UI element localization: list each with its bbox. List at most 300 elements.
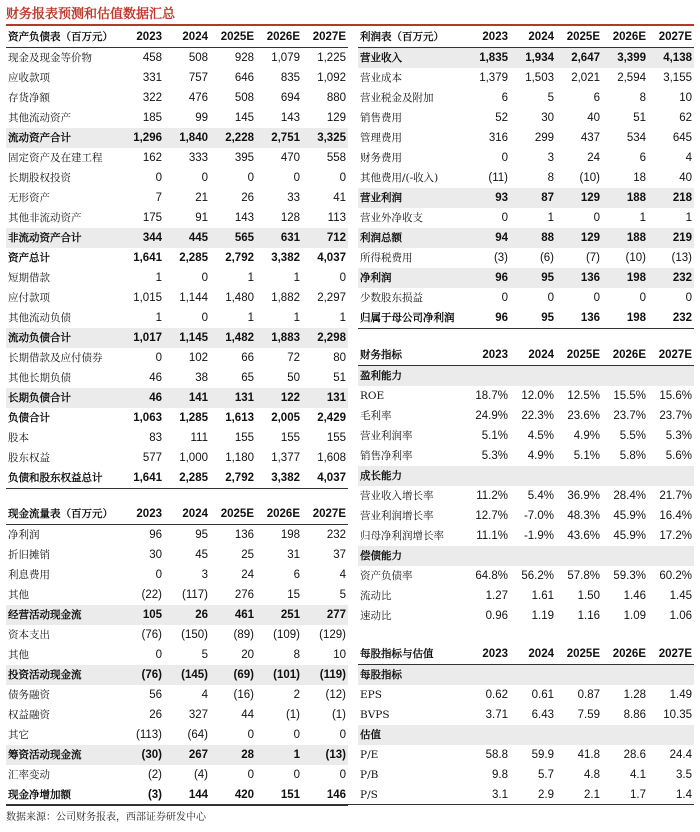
cell-value: 0 — [593, 292, 600, 304]
cell-value: 2,285 — [164, 468, 210, 489]
cell-value: 4.1 — [630, 769, 646, 781]
financial-indicators-panel — [358, 345, 694, 626]
cell-value: 3,155 — [663, 72, 692, 84]
cell-value: 10 — [333, 649, 346, 661]
cell-value: 0 — [201, 312, 208, 324]
cell-value: -1.9% — [523, 530, 554, 542]
cell-value: 105 — [118, 605, 164, 625]
cell-value: 4 — [201, 689, 208, 701]
row-label: 长期股权投资 — [8, 172, 71, 184]
cell-value: 146 — [302, 785, 348, 806]
column-header: 2026E — [602, 644, 648, 665]
cell-value: 38 — [195, 372, 208, 384]
cell-value: 4.5% — [527, 430, 554, 442]
row-label: 负债和股东权益总计 — [6, 468, 118, 489]
cell-value: 0.96 — [485, 610, 508, 622]
row-label: 长期负债合计 — [6, 388, 118, 408]
row-label: 投资活动现金流 — [6, 665, 118, 685]
cell-value: 30 — [541, 112, 554, 124]
table-row — [358, 665, 694, 686]
balance-sheet-panel — [6, 27, 348, 489]
cell-value: 198 — [602, 268, 648, 288]
table-row — [6, 605, 348, 625]
table-row — [6, 168, 348, 188]
cell-value: (145) — [164, 665, 210, 685]
cell-value: 0 — [339, 769, 346, 781]
row-label: ROE — [360, 390, 385, 402]
cell-value: 327 — [188, 709, 208, 721]
table-row — [6, 785, 348, 806]
cell-value: 470 — [280, 152, 300, 164]
cell-value: 1.27 — [485, 590, 508, 602]
cell-value: 1,063 — [133, 412, 162, 424]
cell-value: 0 — [293, 729, 300, 741]
cell-value: 10 — [679, 92, 692, 104]
table-row — [6, 228, 348, 248]
cell-value: 2,005 — [271, 412, 300, 424]
cell-value: 2.1 — [584, 789, 600, 801]
cell-value: 276 — [234, 589, 254, 601]
cell-value: 267 — [164, 745, 210, 765]
cell-value: 28.4% — [613, 490, 646, 502]
cell-value: 2,594 — [617, 72, 646, 84]
cell-value: 28.6 — [623, 749, 646, 761]
table-row — [358, 366, 694, 387]
row-label: 所得税费用 — [360, 252, 413, 264]
row-label: 筹资活动现金流 — [6, 745, 118, 765]
cell-value: 0 — [685, 292, 692, 304]
column-header: 2025E — [210, 27, 256, 48]
table-title: 现金流量表（百万元） — [6, 504, 118, 525]
cell-value: 1 — [247, 312, 254, 324]
cell-value: 5.7 — [538, 769, 554, 781]
cell-value: 0 — [155, 352, 162, 364]
table-row — [6, 88, 348, 108]
cell-value: 20 — [241, 649, 254, 661]
cell-value: 4,037 — [302, 468, 348, 489]
cell-value: 5.1% — [481, 430, 508, 442]
table-header-row — [6, 504, 348, 525]
table-row — [6, 685, 348, 705]
cell-value: 646 — [234, 72, 254, 84]
cell-value: 2,297 — [317, 292, 346, 304]
cell-value: 45 — [195, 549, 208, 561]
cell-value: 102 — [188, 352, 208, 364]
cell-value: 0 — [247, 729, 254, 741]
row-label: 其他流动负债 — [8, 312, 71, 324]
cell-value: 3.5 — [676, 769, 692, 781]
cell-value: 4.9% — [573, 430, 600, 442]
cell-value: 1 — [685, 212, 692, 224]
table-row — [358, 188, 694, 208]
table-row — [6, 148, 348, 168]
column-header: 2024 — [164, 27, 210, 48]
row-label: 固定资产及在建工程 — [8, 152, 103, 164]
table-header-row — [358, 345, 694, 366]
cell-value: 30 — [149, 549, 162, 561]
table-row — [6, 705, 348, 725]
cell-value: 1,379 — [479, 72, 508, 84]
cell-value: 476 — [188, 92, 208, 104]
cell-value: 0 — [501, 212, 508, 224]
row-label: 其他 — [8, 649, 29, 661]
table-row — [358, 765, 694, 785]
cell-value: 0 — [339, 729, 346, 741]
cell-value: 8 — [639, 92, 646, 104]
cell-value: 33 — [287, 192, 300, 204]
cell-value: 40 — [587, 112, 600, 124]
row-label: P/B — [360, 769, 379, 781]
cell-value: 8 — [547, 172, 554, 184]
row-label: 净利润 — [358, 268, 464, 288]
cell-value: 185 — [142, 112, 162, 124]
column-header: 2027E — [648, 27, 694, 48]
cell-value: 96 — [149, 529, 162, 541]
cell-value: 534 — [626, 132, 646, 144]
cell-value: 0 — [593, 212, 600, 224]
table-row — [6, 625, 348, 645]
table-row — [358, 128, 694, 148]
cell-value: 1.19 — [531, 610, 554, 622]
cell-value: (7) — [585, 252, 600, 264]
cell-value — [464, 725, 510, 745]
cell-value: 1 — [256, 745, 302, 765]
row-label: 短期借款 — [8, 272, 50, 284]
column-header: 2024 — [510, 27, 556, 48]
row-label: 销售净利率 — [360, 450, 413, 462]
row-label: 营业利润率 — [360, 430, 413, 442]
table-title: 每股指标与估值 — [358, 644, 464, 665]
cell-value: 51 — [333, 372, 346, 384]
cell-value: 131 — [210, 388, 256, 408]
table-row — [6, 288, 348, 308]
column-header: 2026E — [602, 345, 648, 366]
cell-value: 4 — [685, 152, 692, 164]
cell-value: 232 — [648, 308, 694, 329]
cell-value: 1,480 — [225, 292, 254, 304]
cell-value: 95 — [510, 268, 556, 288]
cell-value — [648, 665, 694, 686]
table-row — [358, 248, 694, 268]
cell-value: 5 — [547, 92, 554, 104]
cell-value: 1 — [155, 272, 162, 284]
row-label: P/S — [360, 789, 378, 801]
row-label: 资产负债率 — [360, 570, 413, 582]
cell-value: 3,325 — [302, 128, 348, 148]
cell-value: 3.71 — [485, 709, 508, 721]
cell-value: (2) — [147, 769, 162, 781]
cell-value: 1,641 — [133, 252, 162, 264]
cell-value: 96 — [464, 308, 510, 329]
cell-value: 22.3% — [521, 410, 554, 422]
row-label: 利润总额 — [358, 228, 464, 248]
cell-value: 2,751 — [256, 128, 302, 148]
cell-value: 1,015 — [133, 292, 162, 304]
footer-divider — [6, 804, 694, 805]
table-row — [358, 268, 694, 288]
table-row — [358, 406, 694, 426]
table-row — [358, 386, 694, 406]
cell-value: 5.4% — [527, 490, 554, 502]
row-label: 归母净利润增长率 — [360, 530, 444, 542]
cell-value: 1.50 — [577, 590, 600, 602]
table-row — [6, 545, 348, 565]
row-label: 存货净额 — [8, 92, 50, 104]
cell-value: 155 — [280, 432, 300, 444]
cell-value: 1,835 — [464, 48, 510, 69]
table-row — [358, 308, 694, 329]
cell-value: 1,482 — [210, 328, 256, 348]
cell-value: 83 — [149, 432, 162, 444]
cell-value: 577 — [142, 452, 162, 464]
column-header: 2025E — [556, 345, 602, 366]
cell-value: 6.43 — [531, 709, 554, 721]
table-row — [358, 446, 694, 466]
row-label: 其它 — [8, 729, 29, 741]
cell-value: 72 — [287, 352, 300, 364]
cell-value: 23.7% — [659, 410, 692, 422]
cell-value: 2,021 — [571, 72, 600, 84]
cell-value: 4,037 — [317, 252, 346, 264]
table-row — [358, 506, 694, 526]
cell-value — [602, 466, 648, 486]
cell-value: 631 — [256, 228, 302, 248]
cell-value: 331 — [142, 72, 162, 84]
cell-value — [556, 366, 602, 387]
row-label: 应付款项 — [8, 292, 50, 304]
cell-value: (64) — [187, 729, 208, 741]
table-row — [6, 248, 348, 268]
cell-value: 51 — [633, 112, 646, 124]
cell-value: 0 — [547, 292, 554, 304]
cell-value: 129 — [556, 228, 602, 248]
cell-value: 0 — [501, 292, 508, 304]
cell-value: 5.3% — [665, 430, 692, 442]
cell-value: (13) — [302, 745, 348, 765]
table-row — [6, 525, 348, 546]
table-row — [6, 368, 348, 388]
cell-value: 6 — [639, 152, 646, 164]
table-row — [358, 228, 694, 248]
cell-value: 461 — [210, 605, 256, 625]
column-header: 2025E — [556, 27, 602, 48]
cell-value: 1.06 — [669, 610, 692, 622]
cell-value: 344 — [118, 228, 164, 248]
column-header: 2024 — [510, 345, 556, 366]
cell-value: 5 — [339, 589, 346, 601]
cell-value: 4.9% — [527, 450, 554, 462]
row-label: 其他 — [8, 589, 29, 601]
cell-value: 1,503 — [525, 72, 554, 84]
cell-value: 143 — [234, 212, 254, 224]
cell-value: 8 — [293, 649, 300, 661]
cell-value — [648, 366, 694, 387]
cell-value: (4) — [193, 769, 208, 781]
table-row — [6, 428, 348, 448]
cell-value: 3 — [201, 569, 208, 581]
cell-value: 1.61 — [531, 590, 554, 602]
row-label: 每股指标 — [358, 665, 464, 686]
cell-value: 136 — [556, 308, 602, 329]
cell-value: 11.1% — [476, 530, 508, 542]
row-label: BVPS — [360, 709, 390, 721]
row-label: 现金净增加额 — [6, 785, 118, 806]
table-row — [358, 725, 694, 745]
cash-flow-table — [6, 504, 348, 806]
cell-value: 1,641 — [118, 468, 164, 489]
row-label: 估值 — [358, 725, 464, 745]
cell-value: 4 — [339, 569, 346, 581]
cell-value: 0 — [155, 172, 162, 184]
cell-value: 1.45 — [669, 590, 692, 602]
cell-value: 23.7% — [613, 410, 646, 422]
column-header: 2026E — [602, 27, 648, 48]
title-divider — [6, 24, 694, 26]
table-row — [358, 586, 694, 606]
row-label: 长期借款及应付债券 — [8, 352, 103, 364]
cell-value: 6 — [593, 92, 600, 104]
cell-value: (76) — [118, 665, 164, 685]
cell-value: 5 — [201, 649, 208, 661]
cell-value: 1,180 — [225, 452, 254, 464]
cell-value: (117) — [182, 589, 208, 601]
cell-value: 24 — [587, 152, 600, 164]
cell-value: 129 — [556, 188, 602, 208]
cell-value: 645 — [672, 132, 692, 144]
cell-value: 0 — [339, 272, 346, 284]
cell-value: 1,934 — [510, 48, 556, 69]
row-label: 现金及现金等价物 — [8, 52, 92, 64]
cell-value: 28 — [210, 745, 256, 765]
cell-value: 3.1 — [492, 789, 508, 801]
table-row — [6, 308, 348, 328]
cell-value: 0.87 — [577, 689, 600, 701]
cell-value: 25 — [241, 549, 254, 561]
column-header: 2023 — [464, 345, 510, 366]
cell-value — [510, 466, 556, 486]
cell-value: 277 — [302, 605, 348, 625]
cell-value: (129) — [319, 629, 346, 641]
cell-value: (150) — [181, 629, 208, 641]
cell-value: (3) — [493, 252, 508, 264]
column-header: 2024 — [164, 504, 210, 525]
table-row — [358, 785, 694, 805]
cell-value: 198 — [602, 308, 648, 329]
cell-value: 4.8 — [584, 769, 600, 781]
table-row — [6, 188, 348, 208]
cell-value: 7.59 — [577, 709, 600, 721]
cell-value: 45.9% — [613, 510, 646, 522]
cell-value: 57.8% — [567, 570, 600, 582]
cell-value: (16) — [233, 689, 254, 701]
cell-value: 316 — [488, 132, 508, 144]
row-label: 营业利润 — [358, 188, 464, 208]
cell-value: 11.2% — [476, 490, 508, 502]
cell-value: 1,225 — [317, 52, 346, 64]
column-header: 2026E — [256, 27, 302, 48]
cell-value: 5.8% — [619, 450, 646, 462]
row-label: 其他非流动资产 — [8, 212, 82, 224]
cell-value: 52 — [495, 112, 508, 124]
row-label: 营业外净收支 — [360, 212, 423, 224]
cell-value: 5.1% — [573, 450, 600, 462]
cell-value: (10) — [625, 252, 646, 264]
cell-value: 45.9% — [613, 530, 646, 542]
cell-value: 565 — [210, 228, 256, 248]
cell-value: 2,285 — [179, 252, 208, 264]
cell-value: -7.0% — [523, 510, 554, 522]
cell-value — [648, 466, 694, 486]
cell-value: 37 — [333, 549, 346, 561]
cell-value: 6 — [293, 569, 300, 581]
cell-value: 1.7 — [630, 789, 646, 801]
table-row — [358, 68, 694, 88]
cell-value: 91 — [195, 212, 208, 224]
cell-value: 1,840 — [164, 128, 210, 148]
row-label: 速动比 — [360, 610, 392, 622]
cell-value — [602, 665, 648, 686]
row-label: 营业收入 — [358, 48, 464, 69]
cell-value: 1.4 — [676, 789, 692, 801]
cell-value: 5.6% — [665, 450, 692, 462]
balance-sheet-table — [6, 27, 348, 489]
cell-value: 0 — [247, 769, 254, 781]
cell-value: 2 — [293, 689, 300, 701]
cell-value — [464, 366, 510, 387]
table-row — [358, 685, 694, 705]
row-label: 财务费用 — [360, 152, 402, 164]
table-header-row — [6, 27, 348, 48]
cell-value: 232 — [326, 529, 346, 541]
cell-value: 113 — [327, 212, 346, 224]
row-label: 非流动资产合计 — [6, 228, 118, 248]
cell-value: 95 — [195, 529, 208, 541]
cell-value: 59.3% — [613, 570, 646, 582]
cell-value: 87 — [510, 188, 556, 208]
column-header: 2023 — [118, 27, 164, 48]
cell-value — [602, 546, 648, 566]
cell-value: 122 — [256, 388, 302, 408]
cell-value: (113) — [136, 729, 162, 741]
column-header: 2027E — [648, 345, 694, 366]
cell-value: 299 — [534, 132, 554, 144]
cell-value: 1.49 — [669, 689, 692, 701]
table-row — [358, 566, 694, 586]
row-label: 应收款项 — [8, 72, 50, 84]
cell-value: 3,399 — [602, 48, 648, 69]
row-label: 偿债能力 — [358, 546, 464, 566]
cell-value: 928 — [234, 52, 254, 64]
cell-value: 1,883 — [256, 328, 302, 348]
cell-value: 880 — [326, 92, 346, 104]
table-row — [6, 725, 348, 745]
row-label: 销售费用 — [360, 112, 402, 124]
table-row — [6, 645, 348, 665]
table-row — [358, 486, 694, 506]
cell-value: 99 — [195, 112, 208, 124]
column-header: 2023 — [118, 504, 164, 525]
cell-value: 62 — [679, 112, 692, 124]
cell-value — [556, 665, 602, 686]
table-row — [6, 108, 348, 128]
table-row — [358, 426, 694, 446]
table-row — [6, 48, 348, 69]
cell-value: 41.8 — [577, 749, 600, 761]
cell-value — [556, 725, 602, 745]
cell-value: 712 — [302, 228, 348, 248]
cell-value: 24.4 — [669, 749, 692, 761]
cell-value: 155 — [326, 432, 346, 444]
